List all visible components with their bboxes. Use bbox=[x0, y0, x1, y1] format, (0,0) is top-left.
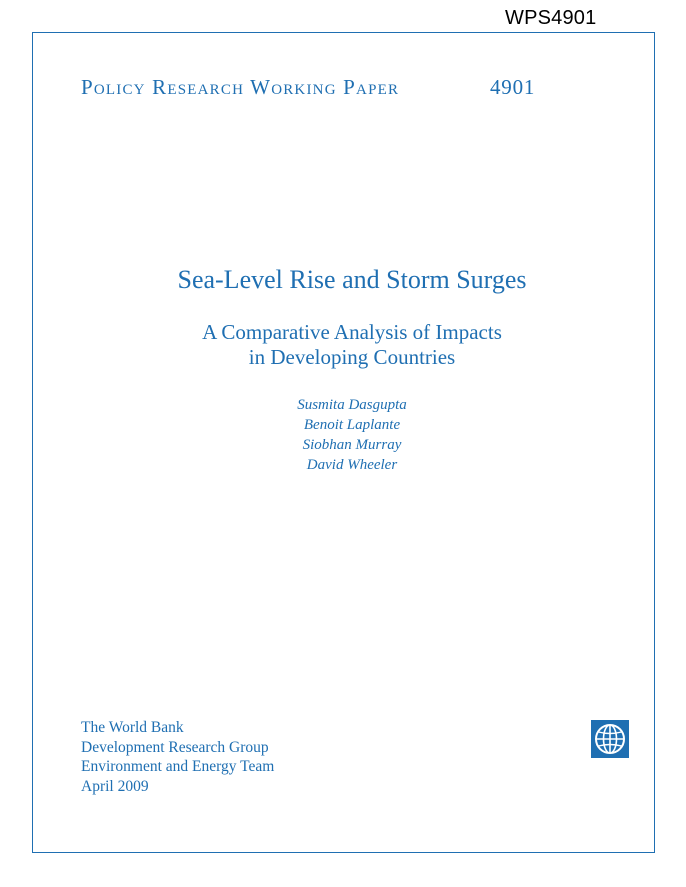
report-code: WPS4901 bbox=[505, 7, 597, 29]
publisher-team: Environment and Energy Team bbox=[81, 758, 275, 775]
author-name: Benoit Laplante bbox=[303, 417, 401, 433]
publisher-block bbox=[81, 718, 274, 796]
paper-subtitle-line-2: in Developing Countries bbox=[248, 345, 456, 369]
author-name: Siobhan Murray bbox=[302, 437, 402, 453]
author-name: Susmita Dasgupta bbox=[297, 397, 407, 413]
publisher-group: Development Research Group bbox=[81, 738, 269, 756]
paper-title: Sea-Level Rise and Storm Surges bbox=[177, 265, 527, 294]
author-list bbox=[32, 395, 672, 475]
world-bank-globe-icon bbox=[591, 720, 629, 758]
author-name: David Wheeler bbox=[306, 457, 398, 473]
series-title: Policy Research Working Paper bbox=[81, 75, 400, 99]
paper-subtitle-line-1: A Comparative Analysis of Impacts bbox=[202, 320, 502, 344]
publisher-name: The World Bank bbox=[81, 719, 184, 736]
paper-number: 4901 bbox=[490, 75, 536, 99]
publication-date: April 2009 bbox=[81, 777, 149, 795]
